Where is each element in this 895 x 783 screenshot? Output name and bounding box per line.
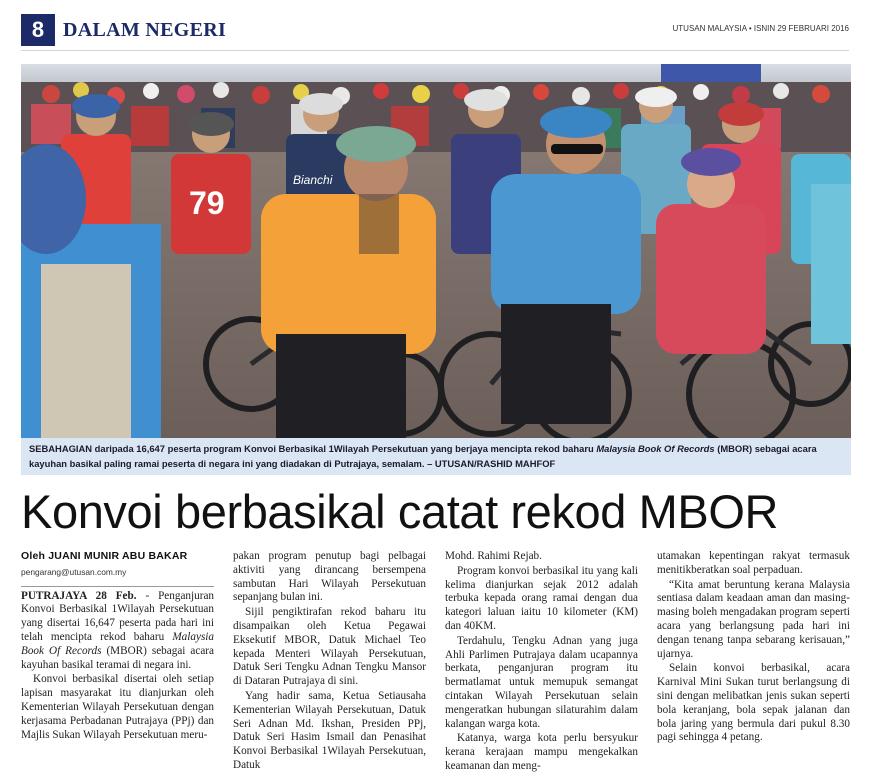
paragraph-text: - Penganjuran Konvoi Berbasikal 1Wilayah Persekutuan yang disertai 16,647 peserta pada hari ini telah mencipta rekod baharu	[21, 589, 214, 643]
paragraph: Konvoi berbasikal disertai oleh setiap lapisan masyarakat itu dianjurkan oleh Kementerian Wilayah Persekutuan dengan kerjasama Perbadanan Putrajaya (PPj) dan Majlis Sukan Wilayah Persekutuan meru-	[21, 673, 214, 741]
article-column-3	[445, 550, 638, 775]
paragraph: Mohd. Rahimi Rejab.	[445, 550, 542, 562]
photo-credit: UTUSAN/RASHID MAHFOF	[434, 458, 556, 469]
section-title: DALAM NEGERI	[63, 19, 227, 41]
paragraph: Yang hadir sama, Ketua Setiausaha Kementerian Wilayah Persekutuan, Datuk Seri Adnan Md. Ikshan, Presiden PPj, Datuk Seri Hasim Ismail dan Penasihat Konvoi Berbasikal 1Wilayah Persekutuan, Datuk	[233, 689, 426, 771]
jersey-number: 79	[189, 185, 225, 221]
author-email: pengarang@utusan.com.my	[21, 566, 127, 577]
paragraph: Program konvoi berbasikal itu yang kali kelima dianjurkan sejak 2012 adalah terbuka kepada orang ramai dengan dua kategori laluan iaitu 10 kilometer (KM) dan 40KM.	[445, 564, 638, 632]
news-photo-cyclists	[21, 64, 851, 438]
photo-caption	[21, 438, 851, 475]
paragraph: Selain konvoi berbasikal, acara Karnival Mini Sukan turut berlangsung di sini dengan melibatkan jenis sukan seperti bola keranjang, bola sepak jalanan dan bola jaring yang bermula dari pukul 8.30 pagi sehingga 4 petang.	[657, 662, 850, 744]
paragraph-italic: Malaysia Book Of Records	[21, 630, 214, 657]
page-number: 8	[21, 14, 55, 46]
jersey-brand-text: Bianchi	[293, 173, 333, 187]
caption-italic-title: Malaysia Book Of Records	[596, 443, 715, 454]
paragraph: pakan program penutup bagi pelbagai aktiviti yang dirancang bersempena sambutan Hari Wilayah Persekutuan sepanjang bulan ini.	[233, 550, 426, 604]
dateline: PUTRAJAYA 28 Feb.	[21, 589, 137, 602]
byline-divider	[21, 586, 214, 587]
headline: Konvoi berbasikal catat rekod MBOR	[21, 485, 779, 538]
caption-lead: SEBAHAGIAN daripada 16,647 peserta program Konvoi Berbasikal 1Wilayah Persekutuan yang berjaya mencipta rekod baharu	[29, 443, 597, 454]
paragraph: utamakan kepentingan rakyat termasuk menitikberatkan soal perpaduan.	[657, 550, 850, 576]
paragraph: Sijil pengiktirafan rekod baharu itu disampaikan oleh Ketua Pegawai Eksekutif MBOR, Datuk Michael Teo kepada Menteri Wilayah Persekutuan, Datuk Seri Tengku Adnan Tengku Mansor di Dataran Putrajaya di sini.	[233, 606, 426, 688]
article-column-4	[657, 550, 850, 746]
article-column-1	[21, 550, 214, 743]
paragraph-text: (MBOR) sebagai acara kayuhan basikal teramai di negara ini.	[21, 644, 214, 671]
header-divider	[21, 50, 849, 51]
byline: Oleh JUANI MUNIR ABU BAKAR	[21, 550, 188, 562]
paragraph	[21, 590, 214, 673]
article-column-2	[233, 550, 426, 774]
paragraph: “Kita amat beruntung kerana Malaysia sentiasa dalam keadaan aman dan masing-masing boleh mengadakan program seperti acara yang berlangsung pada hari ini dengan tenang tanpa sebarang kerisauan,” ujarnya.	[657, 578, 850, 660]
cyclists-photo-illustration	[21, 64, 851, 438]
publication-date: UTUSAN MALAYSIA • ISNIN 29 FEBRUARI 2016	[672, 24, 849, 33]
caption-tail: (MBOR) sebagai acara kayuhan basikal paling ramai peserta di negara ini yang diadakan di Putrajaya, semalam. –	[29, 443, 817, 469]
paragraph: Terdahulu, Tengku Adnan yang juga Ahli Parlimen Putrajaya dalam ucapannya berkata, penganjuran program itu bermatlamat untuk memupuk semangat cintakan Wilayah Persekutuan selain mengeratkan hubungan silaturahim dalam kalangan warga kota.	[445, 634, 638, 730]
paragraph: Katanya, warga kota perlu bersyukur kerana kerajaan mampu mengekalkan keamanan dan meng-	[445, 732, 638, 772]
